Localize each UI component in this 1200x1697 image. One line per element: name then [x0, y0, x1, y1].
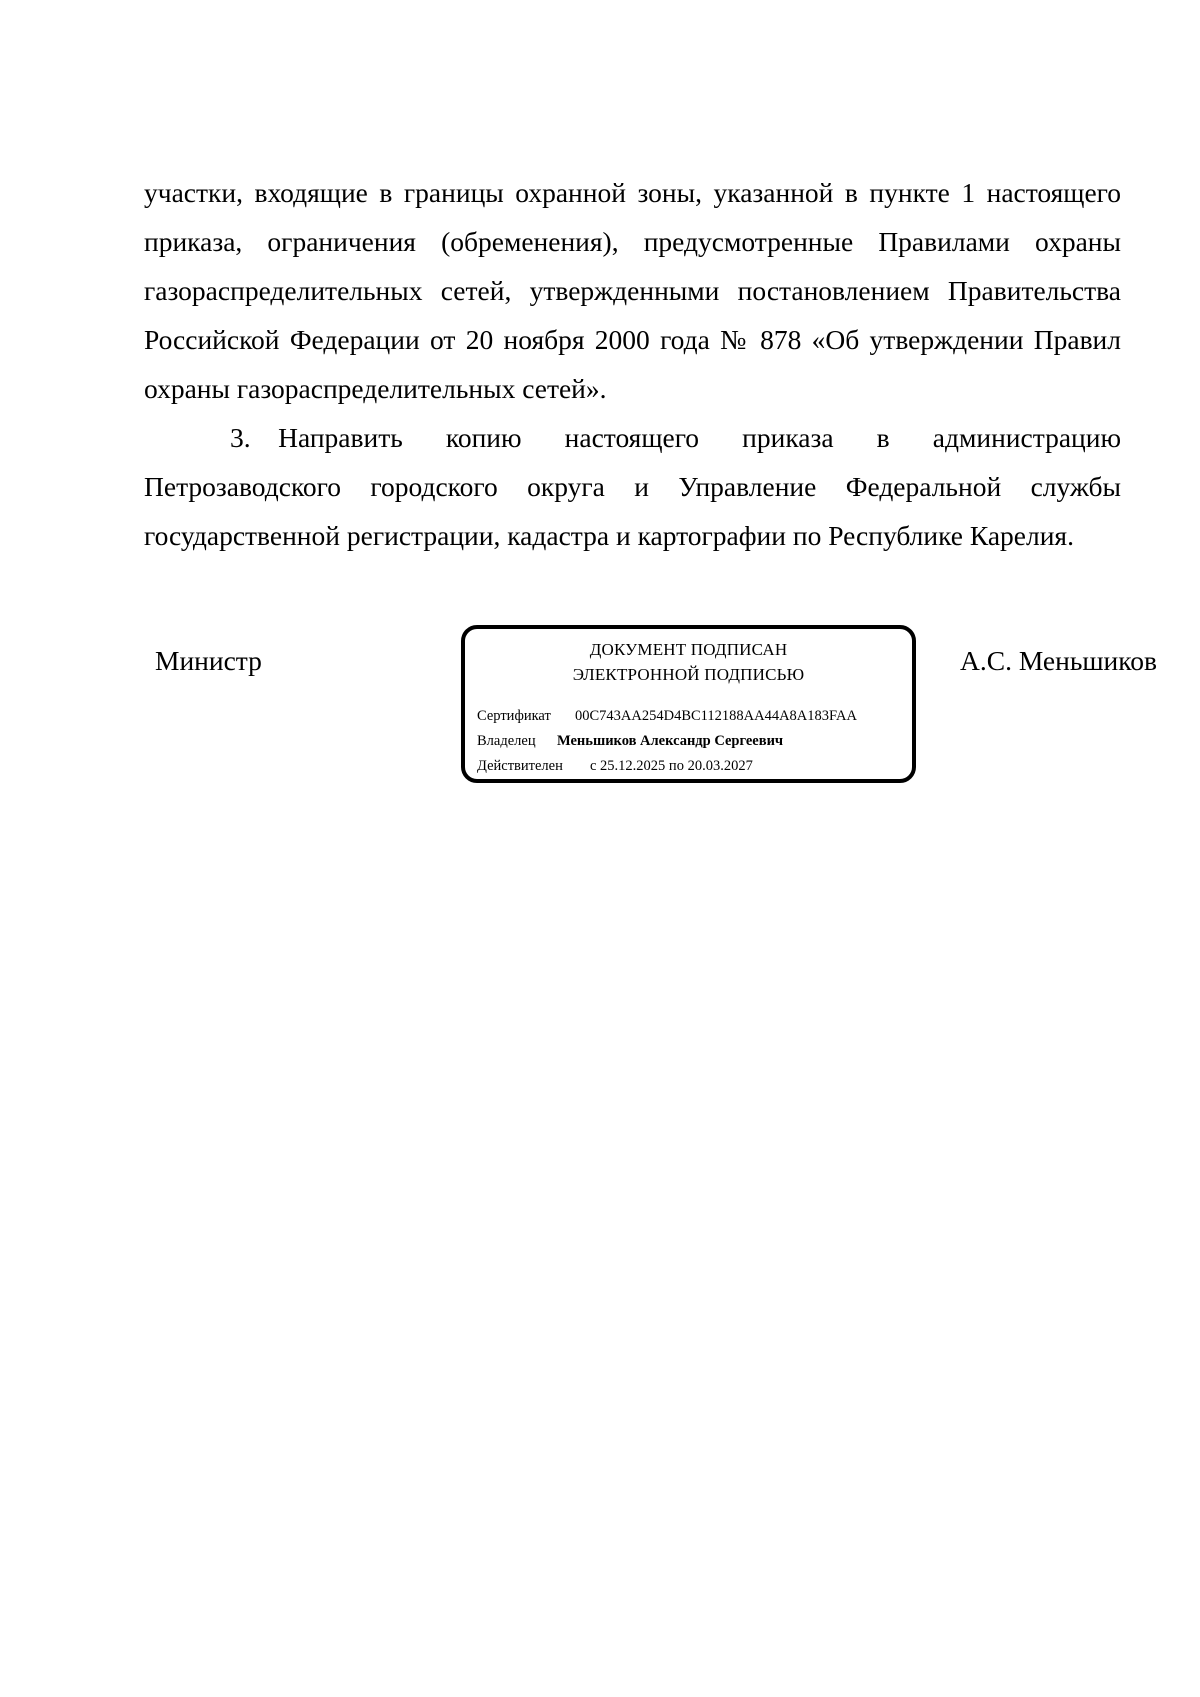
stamp-details: [477, 704, 857, 779]
validity-label: Действителен: [477, 758, 563, 774]
electronic-signature-stamp: [461, 625, 916, 783]
document-body: [144, 168, 1121, 560]
signature-block: [0, 625, 1200, 785]
signatory-name: А.С. Меньшиков: [960, 645, 1157, 676]
certificate-value: 00C743AA254D4BC112188AA44A8A183FAA: [575, 708, 857, 724]
stamp-header-line-1: ДОКУМЕНТ ПОДПИСАН: [589, 640, 788, 659]
owner-value: Меньшиков Александр Сергеевич: [557, 733, 784, 749]
stamp-row-owner: [477, 729, 857, 754]
signatory-position: Министр: [155, 645, 262, 676]
paragraph-restrictions: участки, входящие в границы охранной зоны, указанной в пункте 1 настоящего приказа, ограничения (обременения), предусмотренные Правилами охраны газораспределительных сетей, утвержденными постановлением Правительства Российской Федерации от 20 ноября 2000 года № 878 «Об утверждении Правил охраны газораспределительных сетей».: [144, 177, 1121, 404]
owner-label: Владелец: [477, 733, 536, 749]
stamp-header: [465, 637, 912, 687]
paragraph-item-3: 3. Направить копию настоящего приказа в администрацию Петрозаводского городского округа и Управление Федеральной службы государственной регистрации, кадастра и картографии по Республике Карелия.: [144, 422, 1121, 551]
stamp-row-certificate: [477, 704, 857, 729]
validity-value: с 25.12.2025 по 20.03.2027: [590, 758, 753, 774]
stamp-header-line-2: ЭЛЕКТРОННОЙ ПОДПИСЬЮ: [572, 665, 805, 684]
certificate-label: Сертификат: [477, 708, 551, 724]
stamp-row-validity: [477, 754, 857, 779]
